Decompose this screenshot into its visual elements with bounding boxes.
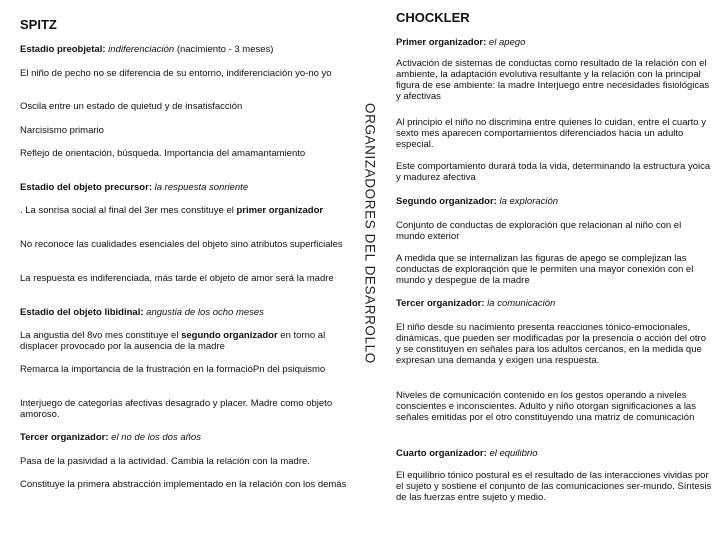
spitz-paragraph: No reconoce las cualidades esenciales del objeto sino atributos superficiales [20,239,343,250]
spitz-paragraph: Narcisismo primario [20,125,104,136]
stage-precursor-heading: Estadio del objeto precursor: la respuesta sonriente [20,182,249,193]
chockler-paragraph: Conjunto de conductas de exploración que relacionan al niño con el mundo exterior [396,220,682,242]
spitz-paragraph: Pasa de la pasividad a la actividad. Cambia la relación con la madre. [20,456,310,467]
spitz-paragraph: El niño de pecho no se diferencia de su entorno, indiferenciación yo-no yo [20,68,332,79]
org-comunicacion-heading: Tercer organizador: la comunicación [396,298,556,309]
vertical-title: ORGANIZADORES DEL DESARROLLO [362,103,378,364]
vertical-title-container [358,103,382,373]
org-apego-heading: Primer organizador: el apego [396,37,526,48]
stage-tercer-organizador-heading: Tercer organizador: el no de los dos años [20,432,201,443]
org-exploracion-heading: Segundo organizador: la exploración [396,196,559,207]
chockler-paragraph: A medida que se internalizan las figuras de apego se complejizan las conductas de exploraqción que le permiten una mayor conexión con el mundo y despegue de la madre [396,253,694,286]
spitz-paragraph: La angustia del 8vo mes constituye el segundo organizador en torno al displacer provocado por la ausencia de la madre [20,330,326,352]
spitz-paragraph: Remarca la importancia de la frustración en la formacióPn del psiquismo [20,364,326,375]
spitz-paragraph: Constituye la primera abstracción implementado en la relación con los demás [20,479,347,490]
spitz-paragraph: Oscila entre un estado de quietud y de insatisfacción [20,101,243,112]
chockler-paragraph: El equilibrio tónico postural es el resultado de las interacciones vividas por el sujeto y sostiene el conjunto de las comunicaciones ser-mundo. Síntesis de las fuerzas entre sujeto y medio. [396,470,712,503]
chockler-paragraph: Activación de sistemas de conductas como resultado de la relación con el ambiente, la adaptación evolutiva resultante y la relación con la principal figura de ese ambiente: la madre Interjuego entre necesidades fisiológicas y afectivas [396,58,710,102]
stage-preobjetal-heading: Estadio preobjetal: indiferenciación (nacimiento - 3 meses) [20,44,274,55]
chockler-paragraph: El niño desde su nacimiento presenta reacciones tónico-emocionales, dinámicas, que pueden ser modificadas por la presencia o acción del otro y se constituyen en señales para los adultos cercanos, en la medida que expresan una demanda y exigen una respuesta. [396,322,706,366]
chockler-paragraph: Niveles de comunicación contenido en los gestos operando a niveles conscientes e inconscientes. Adulto y niño otorgan significaciones a las señales emitidas por el otro constituyendo una matriz de comunicación [396,390,696,423]
spitz-paragraph: La respuesta es indiferenciada, más tarde el objeto de amor será la madre [20,273,334,284]
spitz-paragraph: . La sonrisa social al final del 3er mes constituye el primer organizador [20,205,324,216]
chockler-paragraph: Este comportamiento durará toda la vida, determinando la estructura yoica y madurez afectiva [396,161,711,183]
spitz-paragraph: Interjuego de categorías afectivas desagrado y placer. Madre como objeto amoroso. [20,398,333,420]
stage-libidinal-heading: Estadio del objeto libidinal: angustia de los ocho meses [20,307,264,318]
spitz-column [20,0,354,540]
chockler-title: CHOCKLER [396,10,470,25]
chockler-column [396,0,712,540]
org-equilibrio-heading: Cuarto organizador: el equilibrio [396,448,538,459]
chockler-paragraph: Al principio el niño no discrimina entre quienes lo cuidan, entre el cuarto y sexto mes aparecen comportamientos diferenciados hacia un adulto especial. [396,117,706,150]
spitz-paragraph: Reflejo de orientación, búsqueda. Importancia del amamantamiento [20,148,306,159]
spitz-title: SPITZ [20,17,57,32]
